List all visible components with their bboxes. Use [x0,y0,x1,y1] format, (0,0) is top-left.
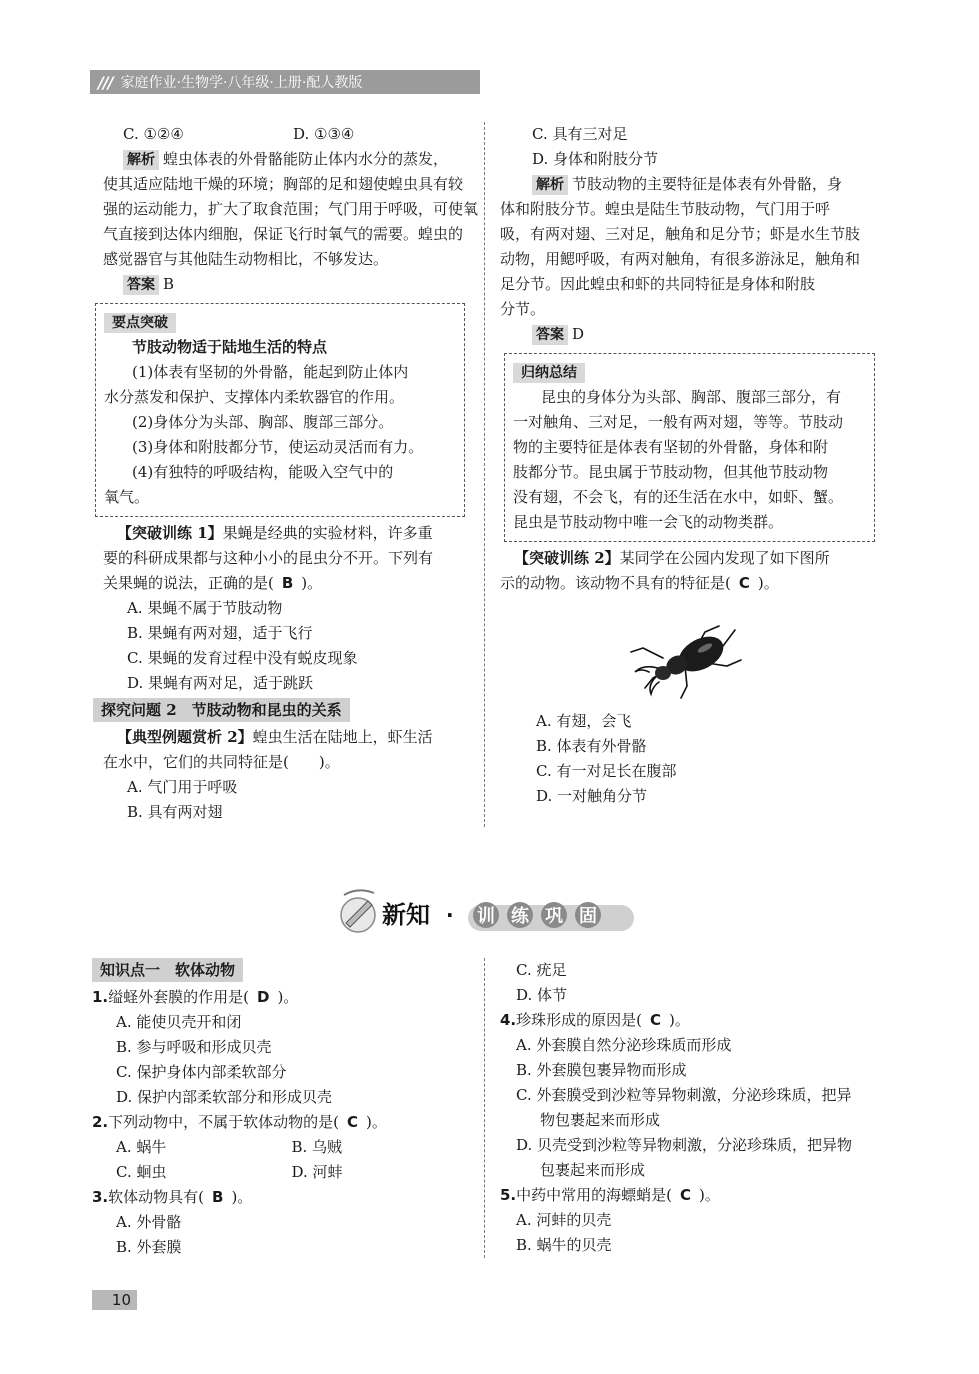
answer-value: C [650,1011,662,1029]
question-number: 4. [500,1011,517,1029]
analysis-tag: 解析 [123,150,159,170]
analysis-line: 吸，有两对翅、三对足，触角和足分节；虾是水生节肢 [500,225,861,243]
training1-stem-line: 要的科研成果都与这种小小的昆虫分不开。下列有 [103,549,434,567]
option: C. 疣足 [516,961,567,979]
beetle-image [623,608,753,703]
option: A. 河蚌的贝壳 [516,1211,612,1229]
banner-char: 巩 [545,906,563,927]
banner-char: 训 [477,906,495,927]
training2-stem-line: 示的动物。该动物不具有的特征是( C )。 [500,574,779,592]
answer-value: C [738,574,750,592]
answer-value: D [572,325,585,343]
header-slashes: /// [98,72,113,92]
training1-label: 【突破训练 1】 [117,524,223,542]
option: C. 保护身体内部柔软部分 [116,1063,287,1081]
option: A. 外套膜自然分泌珍珠质而形成 [516,1036,732,1054]
exercise-right-column [500,958,875,1258]
option: C. 有一对足长在腹部 [536,762,677,780]
analysis-line: 解析 蝗虫体表的外骨骼能防止体内水分的蒸发， [103,147,465,172]
option: B. 乌贼 [291,1138,343,1156]
training2-stem: 【突破训练 2】某同学在公园内发现了如下图所 [514,549,830,567]
training2-label: 【突破训练 2】 [514,549,620,567]
explore-section-title: 探究问题 2 节肢动物和昆虫的关系 [93,698,350,722]
analysis-tag: 解析 [532,175,568,195]
option: C. 果蝇的发育过程中没有蜕皮现象 [127,649,358,667]
option-c: C. ①②④ [123,125,184,143]
question-4: 4.珍珠形成的原因是( C )。 [500,1011,690,1029]
option: A. 外骨骼 [116,1213,182,1231]
banner-char: 练 [511,906,529,927]
keypoint-box [95,303,465,517]
option: A. 蜗牛 [116,1138,167,1156]
answer-value: B [212,1188,224,1206]
question-1: 1.缢蛏外套膜的作用是( D )。 [92,988,299,1006]
analysis-line: 强的运动能力，扩大了取食范围；气门用于呼吸，可使氧 [103,200,479,218]
option: A. 气门用于呼吸 [127,778,238,796]
example2-label: 【典型例题赏析 2】 [117,728,253,746]
answer-value: D [257,988,270,1006]
page-number: 10 [111,1291,131,1309]
question-2: 2.下列动物中，不属于软体动物的是( C )。 [92,1113,387,1131]
summary-line: 肢都分节。昆虫属于节肢动物，但其他节肢动物 [513,463,829,481]
option: B. 果蝇有两对翅，适于飞行 [127,624,313,642]
option: B. 具有两对翅 [127,803,223,821]
answer-value: B [281,574,294,592]
summary-box [504,353,875,542]
keypoint-line: 水分蒸发和保护、支撑体内柔软器官的作用。 [104,388,405,406]
option: D. 身体和附肢分节 [532,150,659,168]
option: D. 贝壳受到沙粒等异物刺激，分泌珍珠质，把异物 [516,1136,853,1154]
option: A. 能使贝壳开和闭 [116,1013,242,1031]
summary-line: 一对触角、三对足，一般有两对翅，等等。节肢动 [513,413,844,431]
knowledge-point-title: 知识点一 软体动物 [92,958,243,982]
question-5: 5.中药中常用的海螵蛸是( C )。 [500,1186,720,1204]
banner-graphic [340,885,640,943]
analysis-line: 感觉器官与其他陆生动物相比，不够发达。 [103,250,389,268]
analysis-line: 动物，用鳃呼吸，有两对触角，有很多游泳足，触角和 [500,250,861,268]
summary-line: 没有翅，不会飞，有的还生活在水中，如虾、蟹。 [513,488,844,506]
option: B. 蜗牛的贝壳 [516,1236,612,1254]
analysis-line: 使其适应陆地干燥的环境；胸部的足和翅使蝗虫具有较 [103,175,464,193]
beetle-mandible [635,667,658,672]
keypoint-line: (1)体表有坚韧的外骨骼，能起到防止体内 [132,363,409,381]
analysis-line: 足分节。因此蝗虫和虾的共同特征是身体和附肢 [500,275,816,293]
options-row [92,1160,467,1185]
section-banner [340,885,640,943]
keypoint-line: 氧气。 [104,488,150,506]
left-column [101,122,479,825]
keypoint-title: 要点突破 [104,313,176,333]
question-number: 3. [92,1188,109,1206]
answer-value: C [347,1113,359,1131]
summary-line: 昆虫是节肢动物中唯一会飞的动物类群。 [513,513,784,531]
question-number: 1. [92,988,109,1006]
options-row [103,122,465,147]
column-divider [484,122,485,827]
answer-value: C [680,1186,692,1204]
beetle-leg [631,648,663,658]
banner-dot: · [446,903,454,927]
option: C. 蛔虫 [116,1163,167,1181]
option-continued: 物包裹起来而形成 [540,1111,661,1129]
option: C. 外套膜受到沙粒等异物刺激，分泌珍珠质，把异 [516,1086,852,1104]
beetle-head [655,666,671,680]
example2-stem-line: 在水中，它们的共同特征是( )。 [103,753,340,771]
answer-line [500,322,875,347]
analysis-line: 解析 节肢动物的主要特征是体表有外骨骼，身 [500,172,875,197]
option-continued: 包裹起来而形成 [540,1161,646,1179]
question-3: 3.软体动物具有( B )。 [92,1188,253,1206]
answer-tag: 答案 [532,325,568,345]
option: A. 有翅，会飞 [536,712,632,730]
summary-line: 昆虫的身体分为头部、胸部、腹部三部分，有 [541,388,842,406]
option: D. 体节 [516,986,568,1004]
running-header [90,70,480,94]
analysis-line: 体和附肢分节。蝗虫是陆生节肢动物，气门用于呼 [500,200,831,218]
option-d: D. ①③④ [293,125,355,143]
answer-value: B [163,275,175,293]
question-number: 2. [92,1113,109,1131]
option: B. 体表有外骨骼 [536,737,647,755]
option: B. 外套膜 [116,1238,182,1256]
option: D. 保护内部柔软部分和形成贝壳 [116,1088,333,1106]
question-number: 5. [500,1186,517,1204]
option: B. 外套膜包裹异物而形成 [516,1061,687,1079]
right-column [500,122,875,809]
option: D. 果蝇有两对足，适于跳跃 [127,674,314,692]
summary-title: 归纳总结 [513,363,585,383]
answer-line [103,272,465,297]
answer-tag: 答案 [123,275,159,295]
options-row [92,1135,467,1160]
example2-stem: 【典型例题赏析 2】蝗虫生活在陆地上，虾生活 [117,728,433,746]
option: A. 果蝇不属于节肢动物 [127,599,283,617]
training1-stem-line: 关果蝇的说法，正确的是( B )。 [103,574,323,592]
exercise-left-column [92,958,467,1260]
banner-title: 新知 [382,901,430,929]
analysis-line: 气直接到达体内细胞，保证飞行时氧气的需要。蝗虫的 [103,225,464,243]
training1-stem: 【突破训练 1】果蝇是经典的实验材料，许多重 [117,524,433,542]
summary-line: 物的主要特征是体表有坚韧的外骨骼，身体和附 [513,438,829,456]
keypoint-line: (4)有独特的呼吸结构，能吸入空气中的 [132,463,394,481]
emblem-swoosh [344,890,374,895]
option: C. 具有三对足 [532,125,628,143]
keypoint-line: (2)身体分为头部、胸部、腹部三部分。 [132,413,394,431]
analysis-line: 分节。 [500,300,546,318]
header-title: 家庭作业·生物学·八年级·上册·配人教版 [120,75,363,91]
keypoint-heading: 节肢动物适于陆地生活的特点 [132,338,328,356]
option: D. 河蚌 [291,1163,343,1181]
option: D. 一对触角分节 [536,787,648,805]
option: B. 参与呼吸和形成贝壳 [116,1038,272,1056]
keypoint-line: (3)身体和附肢都分节，使运动灵活而有力。 [132,438,424,456]
column-divider [484,958,485,1258]
banner-char: 固 [579,906,597,927]
page-number-tab [92,1290,137,1310]
